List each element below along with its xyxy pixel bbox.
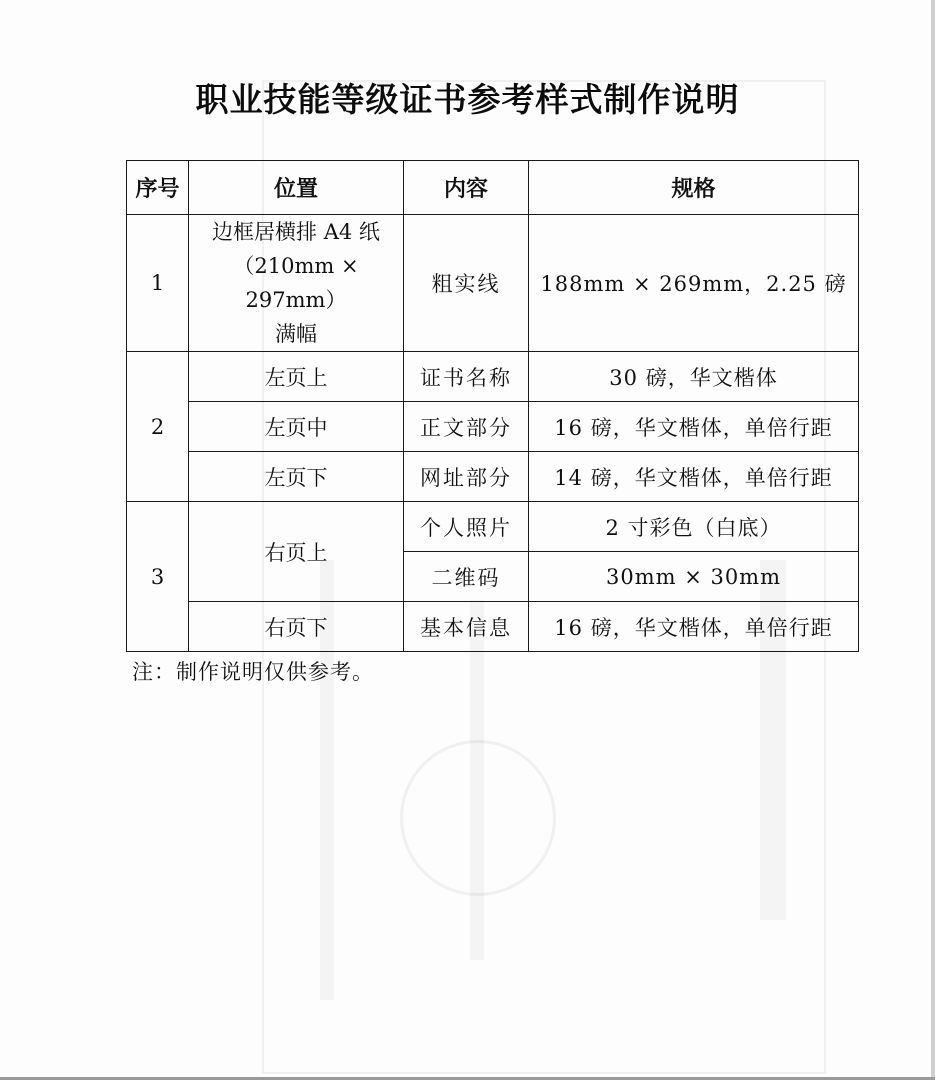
table-row xyxy=(127,602,859,652)
row-position xyxy=(189,215,404,352)
position-line: （210mm × 297mm） xyxy=(233,254,359,312)
row-spec: 30 磅，华文楷体 xyxy=(529,352,859,402)
reverse-side-seal xyxy=(400,740,556,896)
row-position: 左页上 xyxy=(189,352,404,402)
table-row xyxy=(127,402,859,452)
row-spec: 2 寸彩色（白底） xyxy=(529,502,859,552)
document-title: 职业技能等级证书参考样式制作说明 xyxy=(195,80,740,119)
row-content: 基本信息 xyxy=(404,602,529,652)
position-line: 边框居横排 A4 纸 xyxy=(212,220,380,244)
row-spec: 16 磅，华文楷体，单倍行距 xyxy=(529,602,859,652)
row-spec: 188mm × 269mm，2.25 磅 xyxy=(529,215,859,352)
header-content: 内容 xyxy=(404,161,529,215)
header-position: 位置 xyxy=(189,161,404,215)
table-row xyxy=(127,452,859,502)
row-position: 右页上 xyxy=(189,502,404,602)
header-index: 序号 xyxy=(127,161,189,215)
reverse-side-text-column xyxy=(470,600,484,960)
table-row xyxy=(127,502,859,552)
row-content: 二维码 xyxy=(404,552,529,602)
row-spec: 16 磅，华文楷体，单倍行距 xyxy=(529,402,859,452)
row-spec: 30mm × 30mm xyxy=(529,552,859,602)
header-spec: 规格 xyxy=(529,161,859,215)
table-header-row xyxy=(127,161,859,215)
row-spec: 14 磅，华文楷体，单倍行距 xyxy=(529,452,859,502)
footnote: 注：制作说明仅供参考。 xyxy=(132,660,374,684)
row-index: 3 xyxy=(127,502,189,652)
table-row xyxy=(127,215,859,352)
row-position: 右页下 xyxy=(189,602,404,652)
row-position: 左页下 xyxy=(189,452,404,502)
row-content: 粗实线 xyxy=(404,215,529,352)
row-index: 1 xyxy=(127,215,189,352)
row-content: 网址部分 xyxy=(404,452,529,502)
row-content: 正文部分 xyxy=(404,402,529,452)
row-content: 证书名称 xyxy=(404,352,529,402)
spec-table xyxy=(126,160,859,652)
position-line: 满幅 xyxy=(275,322,317,346)
row-position: 左页中 xyxy=(189,402,404,452)
row-content: 个人照片 xyxy=(404,502,529,552)
row-index: 2 xyxy=(127,352,189,502)
table-row xyxy=(127,352,859,402)
scan-edge-right xyxy=(931,0,935,1080)
